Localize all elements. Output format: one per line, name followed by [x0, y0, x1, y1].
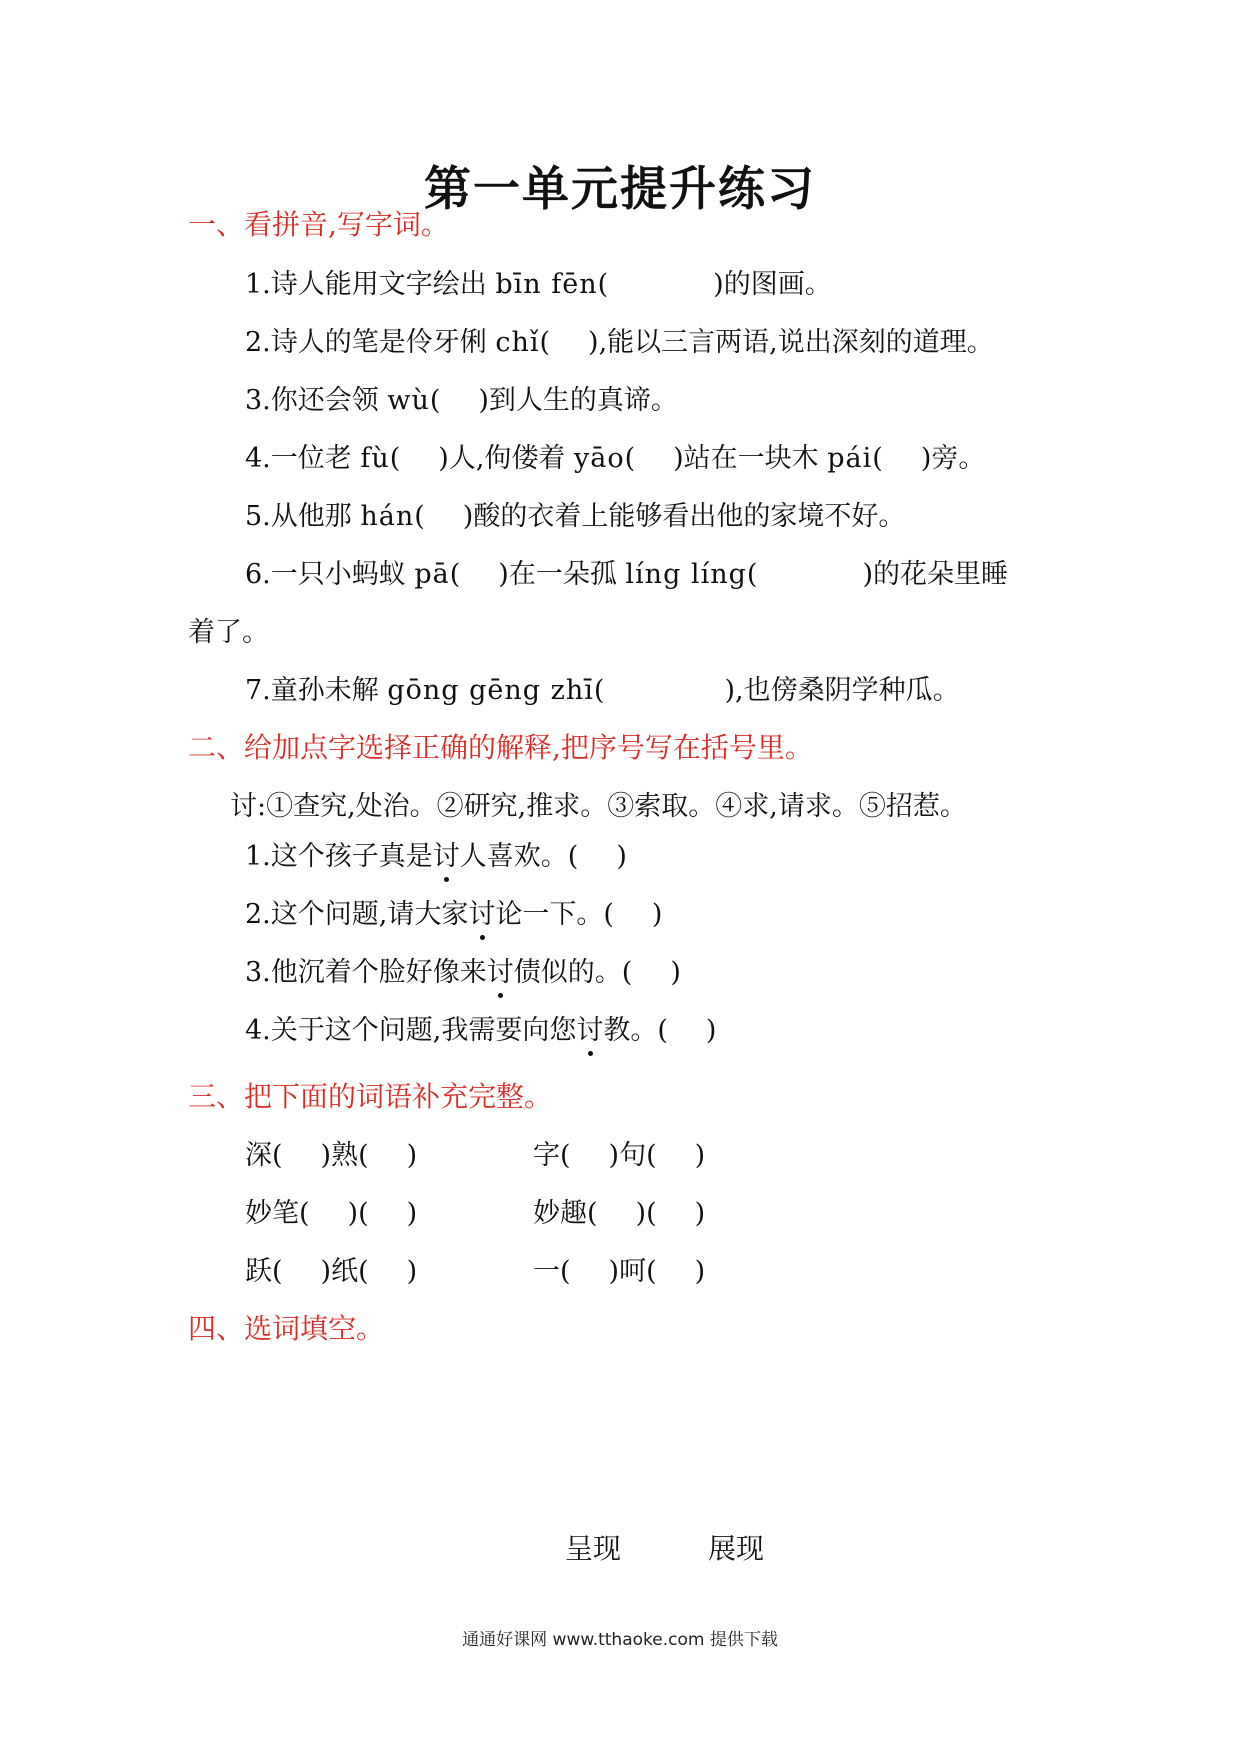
s3-idiom-6: 一( )呵( ): [533, 1256, 706, 1287]
s1-item-4: 4.一位老 fù( )人,佝偻着 yāo( )站在一块木 pái( )旁。: [245, 443, 986, 474]
s4-choice-2: 展现: [708, 1532, 765, 1565]
footer-credit: 通通好课网 www.tthaoke.com 提供下载: [462, 1630, 778, 1650]
s1-item-6: 6.一只小蚂蚁 pā( )在一朵孤 líng líng( )的花朵里睡: [245, 559, 1008, 590]
section-4-heading: 四、选词填空。: [188, 1312, 385, 1345]
section-3-heading: 三、把下面的词语补充完整。: [188, 1080, 553, 1113]
s3-idiom-1: 深( )熟( ): [245, 1140, 418, 1171]
s3-idiom-4: 妙趣( )( ): [533, 1198, 706, 1229]
s1-item-3: 3.你还会领 wù( )到人生的真谛。: [245, 385, 678, 416]
s2-item-4: 4.关于这个问题,我需要向您讨教。( ): [245, 1008, 716, 1047]
section-2-heading: 二、给加点字选择正确的解释,把序号写在括号里。: [188, 731, 813, 764]
s4-choice-1: 呈现: [565, 1532, 622, 1565]
s2-item-3: 3.他沉着个脸好像来讨债似的。( ): [245, 950, 681, 989]
s3-idiom-3: 妙笔( )( ): [245, 1198, 418, 1229]
s1-item-5: 5.从他那 hán( )酸的衣着上能够看出他的家境不好。: [245, 501, 906, 532]
section-1-heading: 一、看拼音,写字词。: [188, 208, 449, 241]
s3-idiom-2: 字( )句( ): [533, 1140, 706, 1171]
s1-item-2: 2.诗人的笔是伶牙俐 chǐ( ),能以三言两语,说出深刻的道理。: [245, 327, 994, 358]
page-title: 第一单元提升练习: [424, 162, 816, 217]
s2-definitions: 讨:①查究,处治。②研究,推求。③索取。④求,请求。⑤招惹。: [230, 791, 967, 822]
s2-item-1: 1.这个孩子真是讨人喜欢。( ): [245, 834, 627, 873]
s1-item-7: 7.童孙未解 gōng gēng zhī( ),也傍桑阴学种瓜。: [245, 675, 960, 706]
s1-item-6-continued: 着了。: [188, 617, 269, 648]
s1-item-1: 1.诗人能用文字绘出 bīn fēn( )的图画。: [245, 269, 832, 300]
s2-item-2: 2.这个问题,请大家讨论一下。( ): [245, 892, 662, 931]
s3-idiom-5: 跃( )纸( ): [245, 1256, 418, 1287]
